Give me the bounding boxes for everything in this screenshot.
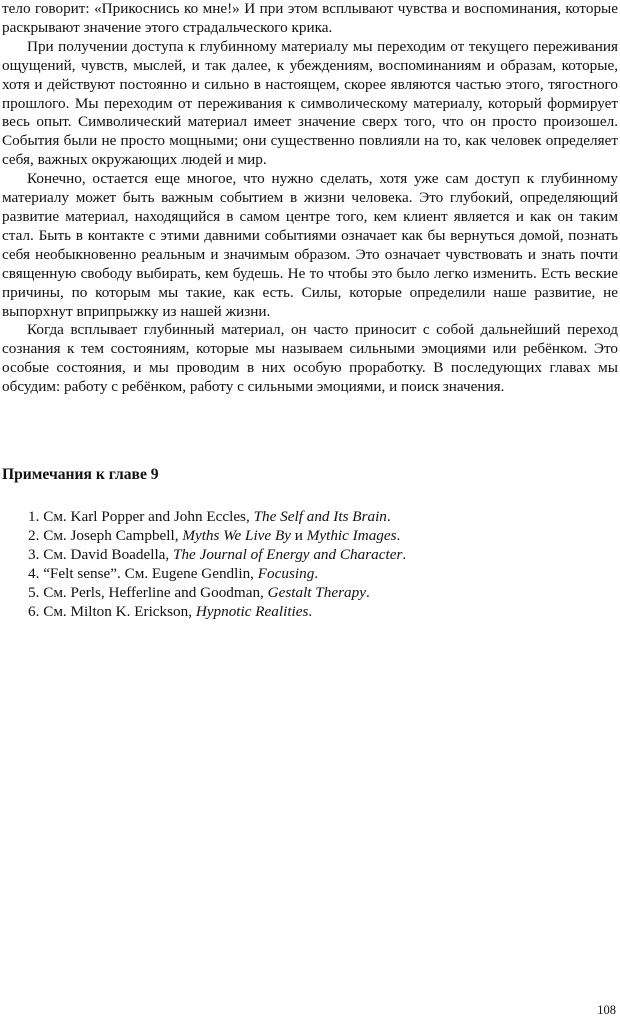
note-text: 5. См. Perls, Hefferline and Goodman, (28, 583, 268, 601)
note-text: 4. “Felt sense”. См. Eugene Gendlin, (28, 564, 258, 582)
paragraph: тело говорит: «Прикоснись ко мне!» И при этом всплывают чувства и воспоминания, которые раскрывают значение этого страдальческого крика. (2, 0, 618, 36)
paragraph: При получении доступа к глубинному материалу мы переходим от текущего переживания ощущений, чувств, мыслей, и так далее, к убеждениям, воспоминаниям и образам, которые, хотя и действуют постоянно и сильно в настоящем, скорее являются частью этого, тягостного прошлого. Мы переходим от переживания к символическому материалу, который формирует весь опыт. Символический материал имеет значение сверх того, что он просто произошел. События были не просто мощными; они существенно повлияли на то, как человек определяет себя, важных окружающих людей и мир. (2, 37, 618, 169)
note-text: 3. См. David Boadella, (28, 545, 174, 563)
note-title: Focusing (257, 564, 315, 582)
note-item (28, 603, 406, 622)
note-suffix: . (402, 545, 407, 563)
note-title: Mythic Images (306, 526, 397, 544)
note-suffix: . (308, 602, 313, 620)
note-title: The Journal of Energy and Character (173, 545, 403, 563)
note-suffix: . (314, 564, 319, 582)
note-item (28, 508, 406, 527)
note-conjunction: и (290, 526, 307, 544)
notes-heading: Примечания к главе 9 (2, 466, 159, 483)
note-text: 2. См. Joseph Campbell, (28, 526, 183, 544)
note-item (28, 546, 406, 565)
note-suffix: . (396, 526, 401, 544)
note-text: 6. См. Milton K. Erickson, (28, 602, 196, 620)
paragraph: Конечно, остается еще многое, что нужно сделать, хотя уже сам доступ к глубинному материалу может быть важным событием в жизни человека. Это глубокий, определяющий развитие материал, находящийся в самом центре того, кем клиент является и как он таким стал. Быть в контакте с этими давними событиями означает как бы вернуться домой, познать себя необыкновенно реальным и значимым образом. Это означает чувствовать и знать почти священную свободу выбирать, кем будешь. Не то чтобы это было легко изменить. Есть веские причины, по которым мы такие, как есть. Силы, которые определили наше развитие, не выпорхнут вприпрыжку из нашей жизни. (2, 170, 618, 320)
note-item (28, 527, 406, 546)
note-suffix: . (386, 508, 391, 525)
note-title: The Self and Its Brain (253, 508, 387, 525)
note-item (28, 584, 406, 603)
note-item (28, 565, 406, 584)
notes-list (28, 508, 406, 621)
body-text (2, 0, 618, 397)
note-title: Hypnotic Realities (195, 602, 309, 620)
note-suffix: . (365, 583, 370, 601)
note-title: Gestalt Therapy (267, 583, 366, 601)
page-number: 108 (597, 1003, 616, 1017)
paragraph: Когда всплывает глубинный материал, он часто приносит с собой дальнейший переход сознания к тем состояниям, которые мы называем сильными эмоциями или ребёнком. Это особые состояния, и мы проводим в них особую проработку. В последующих главах мы обсудим: работу с ребёнком, работу с сильными эмоциями, и поиск значения. (2, 321, 618, 396)
note-text: 1. См. Karl Popper and John Eccles, (28, 508, 254, 525)
note-title: Myths We Live By (182, 526, 291, 544)
